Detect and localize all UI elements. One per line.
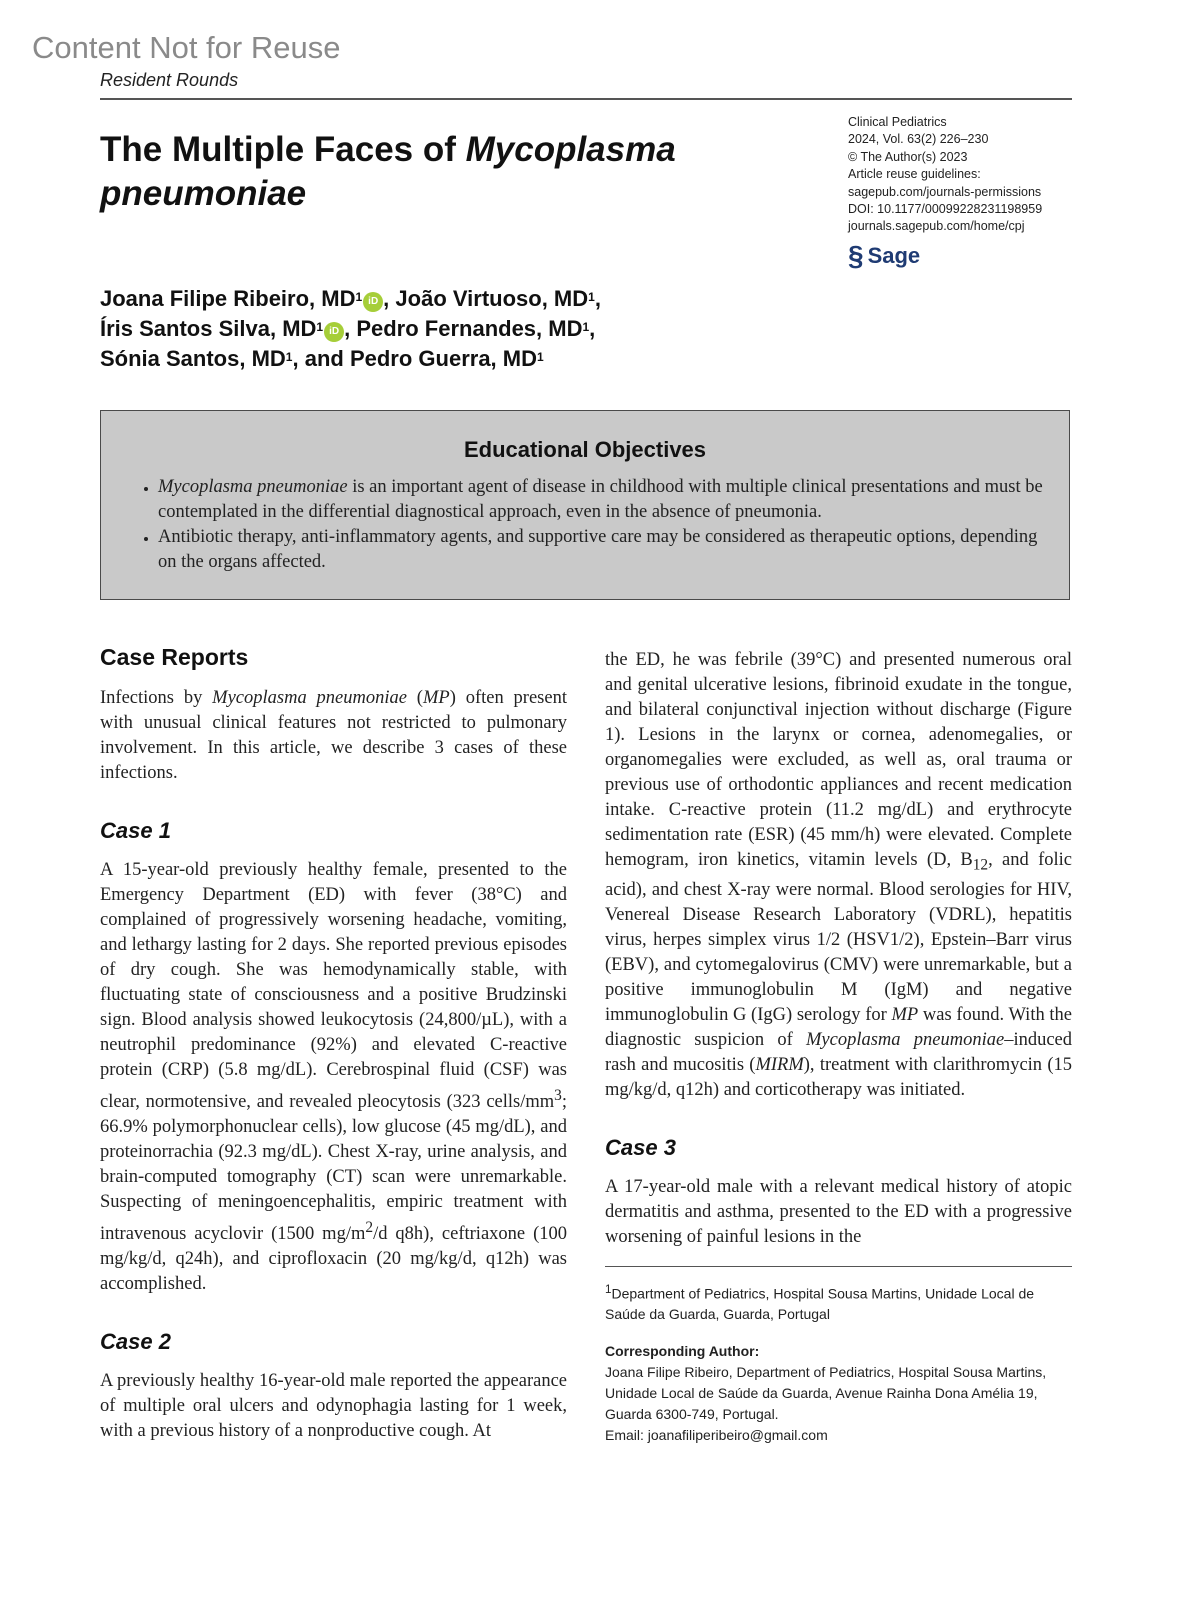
case1-superscript: 3 [554, 1087, 562, 1104]
orcid-icon[interactable]: iD [324, 322, 344, 342]
separator: , [594, 286, 601, 311]
journal-name: Clinical Pediatrics [848, 115, 947, 129]
journal-meta [848, 114, 1078, 236]
separator: , [344, 316, 357, 341]
case1-text-c: /d q8h), ceftriaxone (100 mg/kg/d, q24h), and ciprofloxacin (20 mg/kg/d, q12h) was accomplished. [100, 1224, 567, 1295]
case2-text-2: , and folic acid), and chest X-ray were normal. Blood serologies for HIV, Venereal Disease Research Laboratory (VDRL), hepatitis virus, herpes simplex virus 1/2 (HSV1/2), Epstein–Barr virus (EBV), and cytomegalovirus (CMV) were unremarkable, but a positive immunoglobulin M (IgM) and negative immunoglobulin G (IgG) serology for [605, 850, 1072, 1025]
affiliation-mark: 1 [316, 320, 324, 334]
author-6: and Pedro Guerra, MD [304, 346, 537, 371]
footnote-divider [605, 1266, 1072, 1267]
objectives-list [101, 475, 1069, 575]
corresponding-author-email[interactable]: Email: joanafiliperibeiro@gmail.com [605, 1427, 828, 1444]
intro-text-1: Infections by [100, 688, 213, 708]
header-divider [100, 98, 1072, 100]
affiliation-mark: 1 [285, 350, 293, 364]
watermark: Content Not for Reuse [32, 30, 341, 65]
reuse-label: Article reuse guidelines: [848, 167, 981, 182]
author-4: Pedro Fernandes, MD [356, 316, 583, 341]
objective-item-2: • Antibiotic therapy, anti-inflammatory agents, and supportive care may be considered as therapeutic options, depending on the organs affected. [158, 525, 1045, 575]
affiliation-mark: 1 [537, 350, 544, 364]
section-label: Resident Rounds [100, 70, 239, 90]
affiliation-mark: 1 [582, 320, 590, 334]
educational-objectives-box [100, 410, 1070, 600]
copyright: © The Author(s) 2023 [848, 149, 968, 164]
case3-heading: Case 3 [605, 1134, 676, 1160]
objective-item-1-text: is an important agent of disease in childhood with multiple clinical presentations and must be contemplated in the differential diagnostical approach, even in the absence of pneumonia. [158, 477, 1043, 522]
article-title [100, 128, 820, 216]
case-reports-heading: Case Reports [100, 644, 249, 670]
intro-text-2: ( [406, 688, 423, 708]
affiliation-footnote [605, 1279, 1072, 1326]
affiliation-text: Department of Pediatrics, Hospital Sousa Martins, Unidade Local de Saúde da Guarda, Guarda, Portugal [605, 1285, 1035, 1323]
left-column [100, 642, 567, 1444]
case2-mirm-italic: MIRM [755, 1054, 804, 1075]
case2-text-1: the ED, he was febrile (39°C) and presented numerous oral and genital ulcerative lesions, fibrinoid exudate in the tongue, and bilateral conjunctival injection without discharge (Figure 1). Lesions in the larynx or cornea, adenomegalies, or organomegalies were excluded, as well as, oral trauma or previous use of orthodontic appliances and recent medication intake. C-reactive protein (11.2 mg/dL) and erythrocyte sedimentation rate (ESR) (45 mm/h) were elevated. Complete hemogram, iron kinetics, vitamin levels (D, B [605, 650, 1072, 870]
objectives-heading: Educational Objectives [463, 437, 707, 462]
case3-paragraph: A 17-year-old male with a relevant medical history of atopic dermatitis and asthma, presented to the ED with a progressive worsening of painful lesions in the [605, 1176, 1072, 1247]
intro-mp-italic: Mycoplasma pneumoniae [212, 688, 407, 708]
separator: , [589, 316, 596, 341]
journal-homepage-link[interactable]: journals.sagepub.com/home/cpj [848, 219, 1025, 234]
case2-paragraph-start: A previously healthy 16-year-old male reported the appearance of multiple oral ulcers and odynophagia lasting for 1 week, with a previous history of a nonproductive cough. At [100, 1371, 567, 1442]
sage-logo-icon: § [848, 240, 864, 271]
orcid-icon[interactable]: iD [363, 292, 383, 312]
affiliation-mark: 1 [588, 290, 595, 304]
case2-mp-italic: MP [891, 1004, 919, 1025]
case1-text-a: A 15-year-old previously healthy female, presented to the Emergency Department (ED) with fever (38°C) and complained of progressively worsening headache, vomiting, and lethargy lasting for 2 days. She reported previous episodes of dry cough. She was hemodynamically stable, with fluctuating state of consciousness and a positive Brudzinski sign. Blood analysis showed leukocytosis (24,800/µL), with a neutrophil predominance (92%) and elevated C-reactive protein (CRP) (5.8 mg/dL). Cerebrospinal fluid (CSF) was clear, normotensive, and revealed pleocytosis (323 cells/mm [100, 860, 567, 1113]
case2-heading: Case 2 [100, 1329, 171, 1355]
intro-text-3: ) often present with unusual clinical features not restricted to pulmonary involvement. In this article, we describe 3 cases of these infections. [100, 688, 567, 783]
author-1: Joana Filipe Ribeiro, MD [100, 286, 356, 311]
separator: , [383, 286, 396, 311]
right-column [605, 648, 1072, 1446]
case2-paragraph-continued [605, 648, 1072, 1103]
case1-superscript-2: 2 [365, 1219, 374, 1237]
sage-logo-text: Sage [867, 243, 921, 268]
case1-text-b: ; 66.9% polymorphonuclear cells), low glucose (45 mg/dL), and proteinorrachia (92.3 mg/dL). Chest X-ray, urine analysis, and brain-computed tomography (CT) scan were unremarkable. Suspecting of meningoencephalitis, empiric treatment with intravenous acyclovir (1500 mg/m [100, 1092, 567, 1245]
sage-logo [848, 242, 920, 270]
title-italic: Mycoplasma pneumoniae [100, 130, 676, 213]
author-list [100, 284, 800, 374]
intro-paragraph [100, 686, 567, 786]
case2-text-3: was found. With the diagnostic suspicion of [605, 1004, 1072, 1050]
permissions-link[interactable]: sagepub.com/journals-permissions [848, 184, 1042, 199]
author-2: João Virtuoso, MD [395, 286, 589, 311]
journal-volume: 2024, Vol. 63(2) 226–230 [848, 132, 989, 147]
case1-heading: Case 1 [100, 818, 171, 843]
objective-item-1 [158, 475, 1045, 525]
affiliation-mark: 1 [355, 290, 363, 304]
author-3: Íris Santos Silva, MD [100, 316, 317, 341]
corresponding-author-heading: Corresponding Author: [605, 1343, 760, 1360]
case2-subscript: 12 [972, 856, 989, 874]
case1-paragraph [100, 858, 567, 1297]
affiliation-footnote-mark: 1 [605, 1282, 612, 1296]
author-5: Sónia Santos, MD [100, 346, 286, 371]
doi[interactable]: DOI: 10.1177/00099228231198959 [848, 202, 1043, 217]
case2-text-4: –induced rash and mucositis ( [605, 1029, 1072, 1075]
case2-mp-full-italic: Mycoplasma pneumoniae [806, 1029, 1005, 1050]
case2-text-5: ), treatment with clarithromycin (15 mg/kg/d, q12h) and corticotherapy was initiated. [605, 1054, 1072, 1100]
title-part1: The Multiple Faces of [100, 130, 466, 169]
separator: , [292, 346, 305, 371]
objective-item-1-italic: Mycoplasma pneumoniae [158, 477, 348, 497]
corresponding-author-address: Joana Filipe Ribeiro, Department of Pediatrics, Hospital Sousa Martins, Unidade Local de Saúde da Guarda, Avenue Rainha Dona Amélia 19, Guarda 6300-749, Portugal. [605, 1364, 1047, 1423]
intro-abbr-italic: MP [422, 688, 450, 708]
